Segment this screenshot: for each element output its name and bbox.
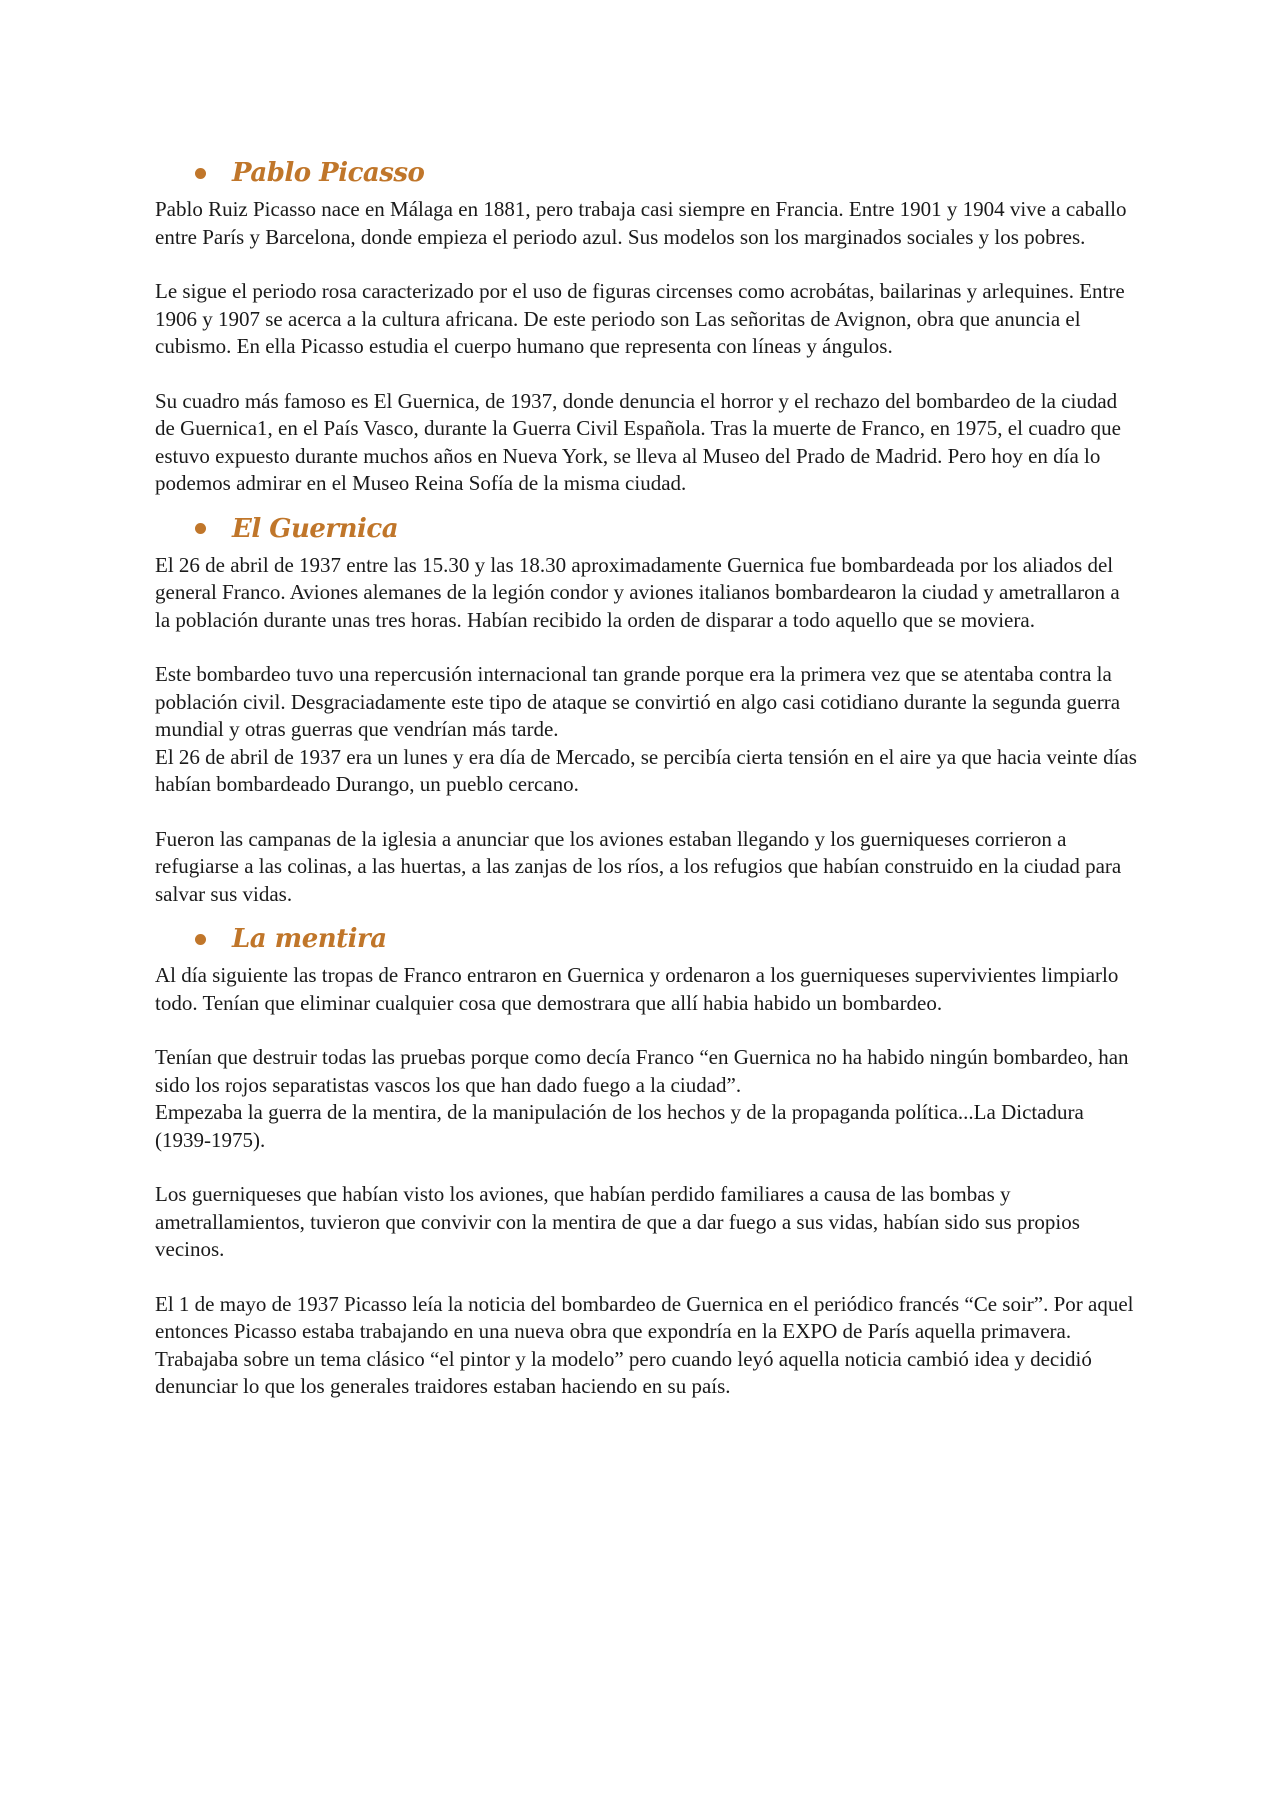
heading-text: Pablo Picasso: [232, 158, 425, 188]
heading-text: El Guernica: [232, 513, 399, 544]
heading-text: La mentira: [232, 924, 387, 954]
paragraph: Al día siguiente las tropas de Franco entraron en Guernica y ordenaron a los guerniqueses supervivientes limpiarlo todo. Tenían que eliminar cualquier cosa que demostrara que allí habia habido un bombardeo.: [155, 963, 1119, 1015]
paragraph: Le sigue el periodo rosa caracterizado por el uso de figuras circenses como acrobátas, bailarinas y arlequines. Entre 1906 y 1907 se acerca a la cultura africana. De este periodo son Las señoritas de Avignon, obra que anuncia el cubismo. En ella Picasso estudia el cuerpo humano que representa con líneas y ángulos.: [155, 279, 1125, 358]
paragraph: El 1 de mayo de 1937 Picasso leía la noticia del bombardeo de Guernica en el periódico francés “Ce soir”. Por aquel entonces Picasso estaba trabajando en una nueva obra que expondría en la EXPO de París aquella primavera. Trabajaba sobre un tema clásico “el pintor y la modelo” pero cuando leyó aquella noticia cambió idea y decidió denunciar lo que los generales traidores estaban haciendo en su país.: [155, 1291, 1134, 1398]
paragraph: Pablo Ruiz Picasso nace en Málaga en 1881, pero trabaja casi siempre en Francia. Entre 1901 y 1904 vive a caballo entre París y Barcelona, donde empieza el periodo azul. Sus modelos son los marginados sociales y los pobres.: [155, 197, 1127, 249]
section-heading-pablo-picasso: [195, 150, 1140, 196]
bullet-icon: [195, 523, 206, 534]
paragraph: Los guerniqueses que habían visto los aviones, que habían perdido familiares a causa de las bombas y ametrallamientos, tuvieron que convivir con la mentira de que a dar fuego a sus vidas, habían sido sus propios vecinos.: [155, 1182, 1080, 1261]
bullet-icon: [195, 934, 206, 945]
bullet-icon: [195, 168, 206, 179]
paragraph: Empezaba la guerra de la mentira, de la manipulación de los hechos y de la propaganda política...La Dictadura (1939-1975).: [155, 1100, 1084, 1152]
paragraph: El 26 de abril de 1937 era un lunes y era día de Mercado, se percibía cierta tensión en el aire ya que hacia veinte días habían bombardeado Durango, un pueblo cercano.: [155, 744, 1137, 796]
paragraph: Este bombardeo tuvo una repercusión internacional tan grande porque era la primera vez que se atentaba contra la población civil. Desgraciadamente este tipo de ataque se convirtió en algo casi cotidiano durante la segunda guerra mundial y otras guerras que vendrían más tarde.: [155, 662, 1121, 741]
section-heading-la-mentira: [195, 916, 1140, 962]
paragraph: El 26 de abril de 1937 entre las 15.30 y las 18.30 aproximadamente Guernica fue bombardeada por los aliados del general Franco. Aviones alemanes de la legión condor y aviones italianos bombardearon la ciudad y ametrallaron a la población durante unas tres horas. Habían recibido la orden de disparar a todo aquello que se moviera.: [155, 552, 1120, 632]
paragraph: Fueron las campanas de la iglesia a anunciar que los aviones estaban llegando y los guerniqueses corrieron a refugiarse a las colinas, a las huertas, a las zanjas de los ríos, a los refugios que habían construido en la ciudad para salvar sus vidas.: [155, 826, 1122, 906]
section-heading-el-guernica: [195, 506, 1140, 552]
paragraph: Tenían que destruir todas las pruebas porque como decía Franco “en Guernica no ha habido ningún bombardeo, han sido los rojos separatistas vascos los que han dado fuego a la ciudad”.: [155, 1045, 1129, 1097]
document-page: [155, 150, 1140, 1428]
paragraph: Su cuadro más famoso es El Guernica, de 1937, donde denuncia el horror y el rechazo del bombardeo de la ciudad de Guernica1, en el País Vasco, durante la Guerra Civil Española. Tras la muerte de Franco, en 1975, el cuadro que estuvo expuesto durante muchos años en Nueva York, se lleva al Museo del Prado de Madrid. Pero hoy en día lo podemos admirar en el Museo Reina Sofía de la misma ciudad.: [155, 388, 1121, 495]
